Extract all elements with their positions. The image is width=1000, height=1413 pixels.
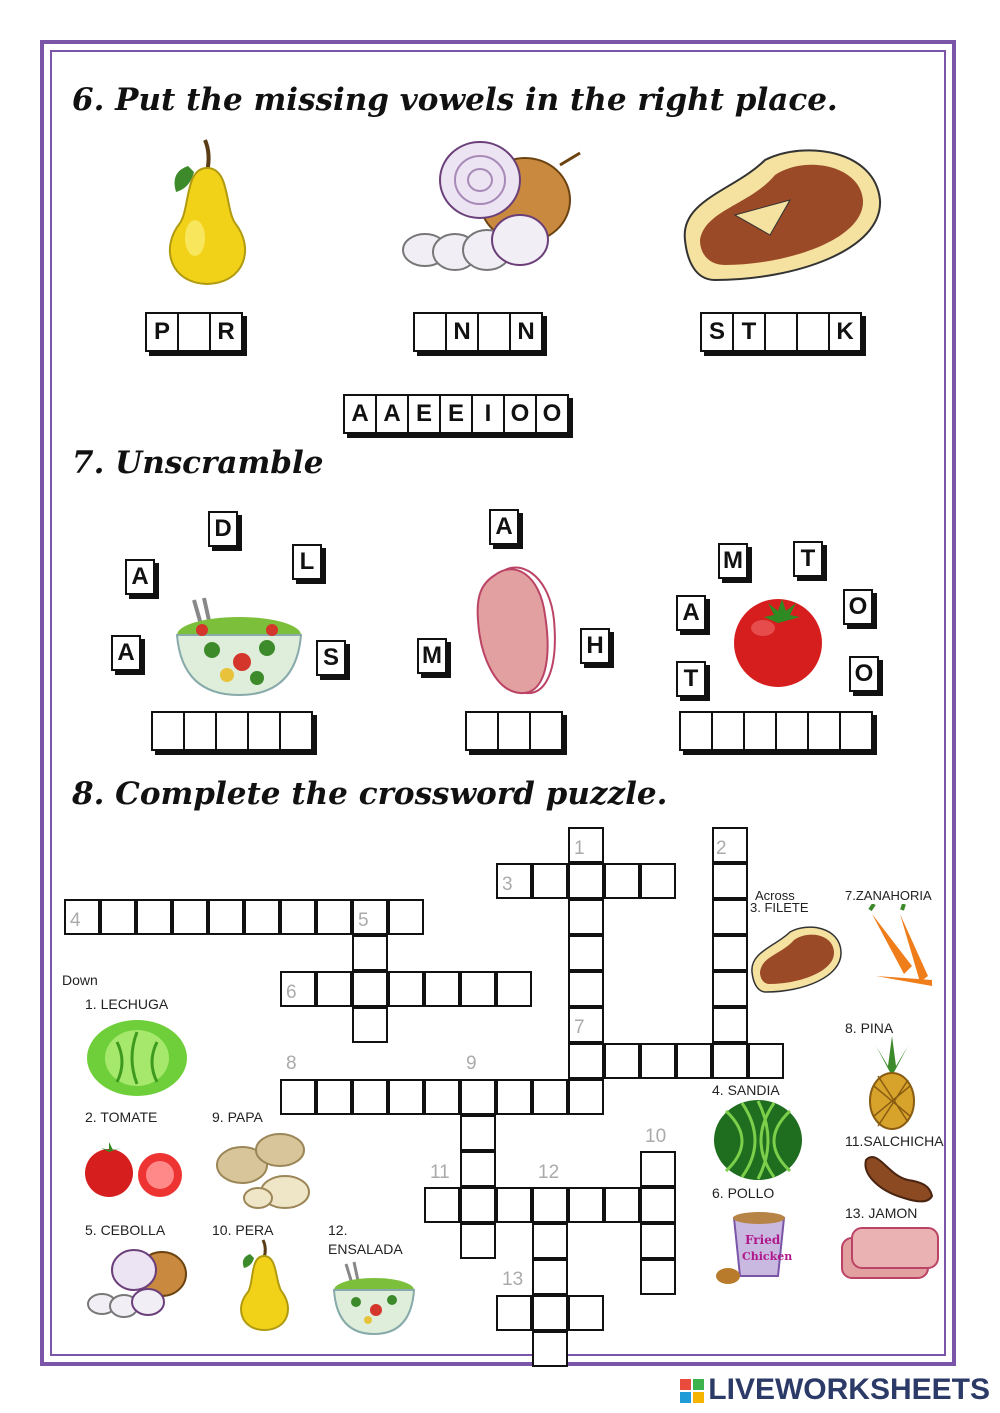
scrambled-letter-tile[interactable]: T	[676, 661, 706, 697]
across-title: Across	[755, 888, 795, 903]
ham-image	[470, 565, 560, 700]
crossword-cell[interactable]	[280, 899, 316, 935]
onion-clue-image	[82, 1244, 190, 1324]
scrambled-letter-tile[interactable]: S	[316, 640, 346, 676]
section6-heading: 6. Put the missing vowels in the right place.	[72, 82, 838, 118]
crossword-cell[interactable]	[280, 1079, 316, 1115]
clue-number: 13	[502, 1269, 524, 1290]
scrambled-letter-tile[interactable]: M	[417, 638, 447, 674]
watermelon-image	[712, 1097, 804, 1182]
crossword-cell[interactable]	[208, 899, 244, 935]
letter-cell: N	[445, 312, 479, 352]
svg-text:Chicken: Chicken	[742, 1250, 793, 1263]
clue-label: 3. FILETE	[750, 900, 809, 915]
section7-heading: 7. Unscramble	[72, 445, 324, 481]
vowel-bank	[343, 394, 569, 434]
salad-clue-image	[330, 1258, 418, 1338]
crossword-cell[interactable]	[640, 1151, 676, 1187]
crossword-cell[interactable]	[352, 935, 388, 971]
crossword-cell[interactable]	[244, 899, 280, 935]
clue-label: 10. PERA	[212, 1222, 274, 1238]
answer-cell[interactable]	[215, 711, 249, 751]
crossword-cell[interactable]	[640, 1259, 676, 1295]
clue-label: 13. JAMON	[845, 1205, 918, 1221]
clue-number: 9	[466, 1053, 477, 1074]
crossword-cell[interactable]	[712, 1007, 748, 1043]
clue-number: 3	[502, 874, 513, 895]
crossword-cell[interactable]	[568, 935, 604, 971]
answer-cell[interactable]	[183, 711, 217, 751]
clue-label: 6. POLLO	[712, 1185, 775, 1201]
crossword-cell[interactable]	[316, 899, 352, 935]
crossword-cell[interactable]	[712, 1043, 748, 1079]
tomato-clue-image	[82, 1138, 187, 1203]
liveworksheets-logo-icon	[680, 1379, 704, 1403]
crossword-cell[interactable]	[316, 1079, 352, 1115]
fried-chicken-image	[714, 1198, 806, 1290]
crossword-cell[interactable]	[532, 1187, 568, 1223]
clue-label: 8. PINA	[845, 1020, 894, 1036]
carrot-image	[862, 904, 944, 992]
crossword-cell[interactable]	[568, 971, 604, 1007]
crossword-cell[interactable]	[352, 1079, 388, 1115]
clue-label: 1. LECHUGA	[85, 996, 169, 1012]
clue-number: 5	[358, 910, 369, 931]
answer-cell[interactable]	[807, 711, 841, 751]
crossword-cell[interactable]	[532, 1259, 568, 1295]
blank-cell[interactable]	[764, 312, 798, 352]
crossword-cell[interactable]	[712, 935, 748, 971]
scrambled-letter-tile[interactable]: D	[208, 511, 238, 547]
crossword-cell[interactable]	[568, 1295, 604, 1331]
crossword-cell[interactable]	[172, 899, 208, 935]
crossword-cell[interactable]	[460, 971, 496, 1007]
section8-heading: 8. Complete the crossword puzzle.	[72, 776, 668, 812]
crossword-cell[interactable]	[460, 1115, 496, 1151]
down-title: Down	[62, 972, 98, 988]
crossword-cell[interactable]	[532, 1331, 568, 1367]
ham-clue-image	[838, 1222, 942, 1284]
crossword-cell[interactable]	[460, 1187, 496, 1223]
answer-cell[interactable]	[711, 711, 745, 751]
clue-number: 1	[574, 838, 585, 859]
crossword-cell[interactable]	[604, 1187, 640, 1223]
scrambled-letter-tile[interactable]: T	[793, 541, 823, 577]
answer-cell[interactable]	[465, 711, 499, 751]
logo-text: LIVEWORKSHEETS	[708, 1373, 990, 1406]
crossword-cell[interactable]	[712, 863, 748, 899]
scrambled-letter-tile[interactable]: A	[125, 559, 155, 595]
answer-cell[interactable]	[247, 711, 281, 751]
pear-word-box	[145, 312, 243, 352]
answer-cell[interactable]	[679, 711, 713, 751]
crossword-cell[interactable]	[424, 971, 460, 1007]
letter-cell: R	[209, 312, 243, 352]
crossword-cell[interactable]	[460, 1151, 496, 1187]
clue-label: 2. TOMATE	[85, 1109, 158, 1125]
crossword-cell[interactable]	[640, 1187, 676, 1223]
steak-word-box	[700, 312, 862, 352]
answer-cell[interactable]	[529, 711, 563, 751]
crossword-cell[interactable]	[388, 971, 424, 1007]
scrambled-letter-tile[interactable]: A	[111, 635, 141, 671]
crossword-cell[interactable]	[676, 1043, 712, 1079]
clue-label: 7.ZANAHORIA	[845, 888, 932, 903]
vowel-tile[interactable]: E	[407, 394, 441, 434]
crossword-cell[interactable]	[424, 1079, 460, 1115]
clue-number: 4	[70, 910, 81, 931]
salad-answer-box	[151, 711, 313, 751]
crossword-cell[interactable]	[100, 899, 136, 935]
crossword-cell[interactable]	[640, 863, 676, 899]
liveworksheets-logo	[680, 1373, 990, 1407]
crossword-cell[interactable]	[568, 1079, 604, 1115]
pear-clue-image	[228, 1238, 298, 1333]
salad-image	[172, 590, 307, 700]
crossword-cell[interactable]	[352, 1007, 388, 1043]
onion-word-box	[413, 312, 543, 352]
blank-cell[interactable]	[796, 312, 830, 352]
clue-number: 11	[430, 1162, 450, 1183]
answer-cell[interactable]	[497, 711, 531, 751]
clue-number: 12	[538, 1162, 560, 1183]
crossword-cell[interactable]	[460, 1223, 496, 1259]
clue-number: 6	[286, 982, 297, 1003]
vowel-tile[interactable]: O	[535, 394, 569, 434]
vowel-tile[interactable]: E	[439, 394, 473, 434]
answer-cell[interactable]	[279, 711, 313, 751]
letter-cell: T	[732, 312, 766, 352]
scrambled-letter-tile[interactable]: L	[292, 544, 322, 580]
letter-cell: N	[509, 312, 543, 352]
crossword-cell[interactable]	[568, 899, 604, 935]
scrambled-letter-tile[interactable]: O	[843, 589, 873, 625]
pineapple-image	[862, 1036, 922, 1131]
steak-image	[675, 140, 885, 285]
clue-number: 8	[286, 1053, 297, 1074]
clue-label: 11.SALCHICHA	[845, 1133, 944, 1149]
crossword-cell[interactable]	[316, 971, 352, 1007]
potato-image	[210, 1128, 315, 1216]
vowel-tile[interactable]: I	[471, 394, 505, 434]
answer-cell[interactable]	[151, 711, 185, 751]
vowel-tile[interactable]: A	[343, 394, 377, 434]
scrambled-letter-tile[interactable]: A	[676, 595, 706, 631]
crossword-cell[interactable]	[532, 1295, 568, 1331]
answer-cell[interactable]	[839, 711, 873, 751]
scrambled-letter-tile[interactable]: H	[580, 628, 610, 664]
tomato-answer-box	[679, 711, 873, 751]
clue-label: 5. CEBOLLA	[85, 1222, 166, 1238]
blank-cell[interactable]	[177, 312, 211, 352]
crossword-cell[interactable]	[532, 863, 568, 899]
crossword-cell[interactable]	[496, 1187, 532, 1223]
sausage-image	[858, 1146, 940, 1206]
steak-clue-image	[748, 922, 843, 994]
crossword-cell[interactable]	[712, 899, 748, 935]
scrambled-letter-tile[interactable]: O	[849, 656, 879, 692]
clue-label: 9. PAPA	[212, 1109, 263, 1125]
crossword-cell[interactable]	[712, 971, 748, 1007]
clue-label: 12.	[328, 1222, 348, 1238]
crossword-cell[interactable]	[388, 1079, 424, 1115]
crossword-cell[interactable]	[496, 1295, 532, 1331]
crossword-cell[interactable]	[748, 1043, 784, 1079]
crossword-cell[interactable]	[640, 1223, 676, 1259]
crossword-cell[interactable]	[460, 1079, 496, 1115]
crossword-cell[interactable]	[136, 899, 172, 935]
vowel-tile[interactable]: O	[503, 394, 537, 434]
pear-image	[150, 138, 265, 288]
scrambled-letter-tile[interactable]: M	[718, 543, 748, 579]
crossword-cell[interactable]	[496, 1079, 532, 1115]
tomato-image	[728, 593, 828, 688]
answer-cell[interactable]	[743, 711, 777, 751]
crossword-cell[interactable]	[532, 1223, 568, 1259]
letter-cell: P	[145, 312, 179, 352]
crossword-cell[interactable]	[496, 971, 532, 1007]
svg-text:Fried: Fried	[745, 1233, 781, 1247]
crossword-cell[interactable]	[568, 1043, 604, 1079]
vowel-tile[interactable]: A	[375, 394, 409, 434]
letter-cell: S	[700, 312, 734, 352]
blank-cell[interactable]	[477, 312, 511, 352]
crossword-cell[interactable]	[388, 899, 424, 935]
lettuce-image	[82, 1012, 192, 1100]
crossword-cell[interactable]	[568, 863, 604, 899]
blank-cell[interactable]	[413, 312, 447, 352]
crossword-cell[interactable]	[424, 1187, 460, 1223]
crossword-cell[interactable]	[640, 1043, 676, 1079]
ham-answer-box	[465, 711, 563, 751]
crossword-cell[interactable]	[568, 1187, 604, 1223]
crossword-cell[interactable]	[532, 1079, 568, 1115]
onion-image	[395, 140, 585, 285]
answer-cell[interactable]	[775, 711, 809, 751]
clue-label: ENSALADA	[328, 1241, 403, 1257]
crossword-cell[interactable]	[352, 971, 388, 1007]
clue-number: 10	[645, 1126, 667, 1147]
crossword-cell[interactable]	[604, 1043, 640, 1079]
scrambled-letter-tile[interactable]: A	[489, 509, 519, 545]
letter-cell: K	[828, 312, 862, 352]
crossword-cell[interactable]	[604, 863, 640, 899]
clue-label: 4. SANDIA	[712, 1082, 780, 1098]
clue-number: 7	[574, 1017, 585, 1038]
clue-number: 2	[716, 838, 727, 859]
